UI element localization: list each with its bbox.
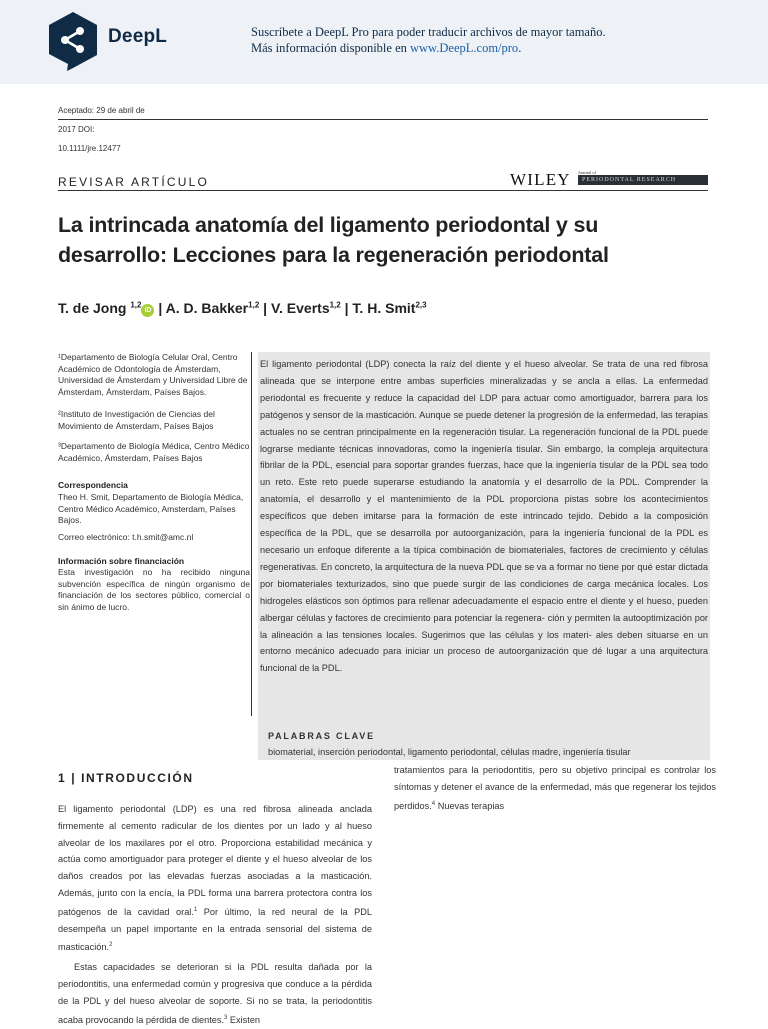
author-4: | T. H. Smit [344, 300, 416, 316]
author-4-sup: 2,3 [415, 300, 427, 310]
author-2-sup: 1,2 [248, 300, 260, 310]
author-2: | A. D. Bakker [158, 300, 249, 316]
type-rule [58, 190, 708, 191]
deepl-pro-link[interactable]: www.DeepL.com/pro [410, 41, 519, 55]
intro-right-column: tratamientos para la periodontitis, pero su objetivo principal es controlar los síntomas y detener el avance de la enfermedad, más que regenerar los tejidos perdidos.$^4$ Nuevas terapias [394, 765, 716, 811]
banner-line-2: Más información disponible en www.DeepL.com/pro. [251, 41, 522, 55]
affiliation-1: ¹Departamento de Biología Celular Oral, Centro Académico de Odontología de Ámsterdam, Universidad de Ámsterdam y Universidad Libre de Ámsterdam, Ámsterdam, Países Bajos. [58, 352, 248, 397]
journal-logo-name: PERIODONTAL RESEARCH [578, 175, 708, 185]
author-1: T. de Jong [58, 300, 127, 316]
article-title: La intrincada anatomía del ligamento periodontal y su desarrollo: Lecciones para la regeneración periodontal [58, 213, 609, 267]
funding-text: Esta investigación no ha recibido ninguna subvención específica de ningún organismo de financiación de los sectores público, comercial o sin ánimo de lucro. [58, 567, 250, 612]
author-3: | V. Everts [263, 300, 330, 316]
author-3-sup: 1,2 [329, 300, 341, 310]
journal-logo [578, 170, 708, 186]
affiliation-3: ³Departamento de Biología Médica, Centro Médico Académico, Ámsterdam, Países Bajos [58, 441, 250, 463]
keywords-heading: PALABRAS CLAVE [268, 731, 375, 741]
correspondence-text: Theo H. Smit, Departamento de Biología Médica, Centro Médico Académico, Amsterdam, Países Bajos. [58, 492, 244, 525]
intro-heading: 1 | INTRODUCCIÓN [58, 771, 194, 785]
abstract-text: El ligamento periodontal (LDP) conecta la raíz del diente y el hueso alveolar. Se trata de una red fibrosa alineada que se interpone entre ambas superficies mineralizadas y se ancla a ellas. La enfermedad periodontal es frecuente y reduce la capacidad del LDP para actuar como amortiguador, barrera para los patógenos y sensor de la masticación. Aunque se puede detener la progresión de la enfermedad, las terapias actuales no se centran principalmente en la regeneración tisular. La regeneración funcional de la PDL puede lograrse mediante técnicas innovadoras, como la ingeniería tisular. Sin embargo, la compleja arquitectura fibrilar de la PDL, esencial para soportar grandes fuerzas, hace que la ingeniería tisular de la PDL sea todo un reto. Este reto puede superarse estudiando la anatomía y el desarrollo de la PDL. Comprender la anatomía, el desarrollo y el mantenimiento de la PDL proporciona pistas sobre los acontecimientos específicos que deben imitarse para la formación de este intrincado tejido. Debido a la composición específica de la PDL, que se desarrolla por autoorganización, para la ingeniería funcional de la PDL es necesario un enfoque diferente a la típica combinación de biomateriales, factores de crecimiento y células regenerativas. En concreto, la arquitectura de la nueva PDL que se va a formar no tiene por qué estar dictada por biomateriales texturizados, sino que puede surgir de las condiciones de carga mecánica locales. Los hidrogeles elásticos son óptimos para rellenar adecuadamente el espacio entre el diente y el hueso, pueden albergar células y factores de crecimiento para potenciar la regenera- ción y permiten la autooptimización por la alineación a las tensiones locales. Sugerimos que las células y los materi- ales deben situarse en un entorno mecánico adecuado para iniciar un proceso de autoorganización que dé lugar a una arquitectura funcional de la PDL. [260, 359, 708, 674]
sidebar-rule [251, 352, 252, 716]
intro-left-column [58, 801, 372, 1029]
keywords-text: biomaterial, inserción periodontal, ligamento periodontal, células madre, ingeniería tisular [268, 747, 631, 757]
accepted-date: Aceptado: 29 de abril de [58, 106, 145, 115]
banner-message [251, 24, 606, 56]
wiley-logo: WILEY [510, 170, 571, 189]
deepl-logo-icon[interactable] [47, 11, 99, 71]
correspondence-email[interactable]: Correo electrónico: t.h.smit@amc.nl [58, 532, 194, 542]
year-doi: 2017 DOI: [58, 125, 95, 134]
affiliation-2: ²Instituto de Investigación de Ciencias del Movimiento de Ámsterdam, Países Bajos [58, 409, 215, 431]
orcid-icon[interactable]: iD [141, 304, 154, 317]
deepl-banner [0, 0, 768, 84]
funding-heading: Información sobre financiación [58, 556, 185, 566]
intro-paragraph-2: Estas capacidades se deterioran si la PDL resulta dañada por la periodontitis, una enfermedad común y progresiva que conduce a la pérdida de la PDL y del hueso alveolar de soporte. Si no se trata, la periodontitis acaba provocando la pérdida de dientes.$^3$ Existen [58, 962, 372, 1025]
banner-line-1: Suscríbete a DeepL Pro para poder traducir archivos de mayor tamaño. [251, 25, 606, 39]
author-list [58, 300, 427, 317]
deepl-logo-text[interactable]: DeepL [108, 26, 168, 47]
author-1-sup: 1,2 [130, 300, 142, 310]
doi[interactable]: 10.1111/jre.12477 [58, 144, 121, 153]
journal-logo-top: Journal of [578, 170, 597, 175]
correspondence-heading: Correspondencia [58, 480, 128, 490]
article-type: REVISAR ARTÍCULO [58, 175, 210, 189]
header-rule [58, 119, 708, 120]
intro-paragraph-1: El ligamento periodontal (LDP) es una red fibrosa alineada anclada firmemente al cemento radicular de los dientes por un lado y al hueso alveolar de los maxilares por el otro. Proporciona estabilidad mecánica y actúa como amortiguador para proteger el diente y el hueso alveolar de los daños creados por las elevadas fuerzas asociadas a la masticación. Además, junto con la encía, la PDL forma una barrera protectora contra los patógenos de la cavidad oral.$^1$ Por último, la red neural de la PDL desempeña un papel importante en la entrada sensorial del sistema de masticación.$^2$ [58, 804, 372, 953]
